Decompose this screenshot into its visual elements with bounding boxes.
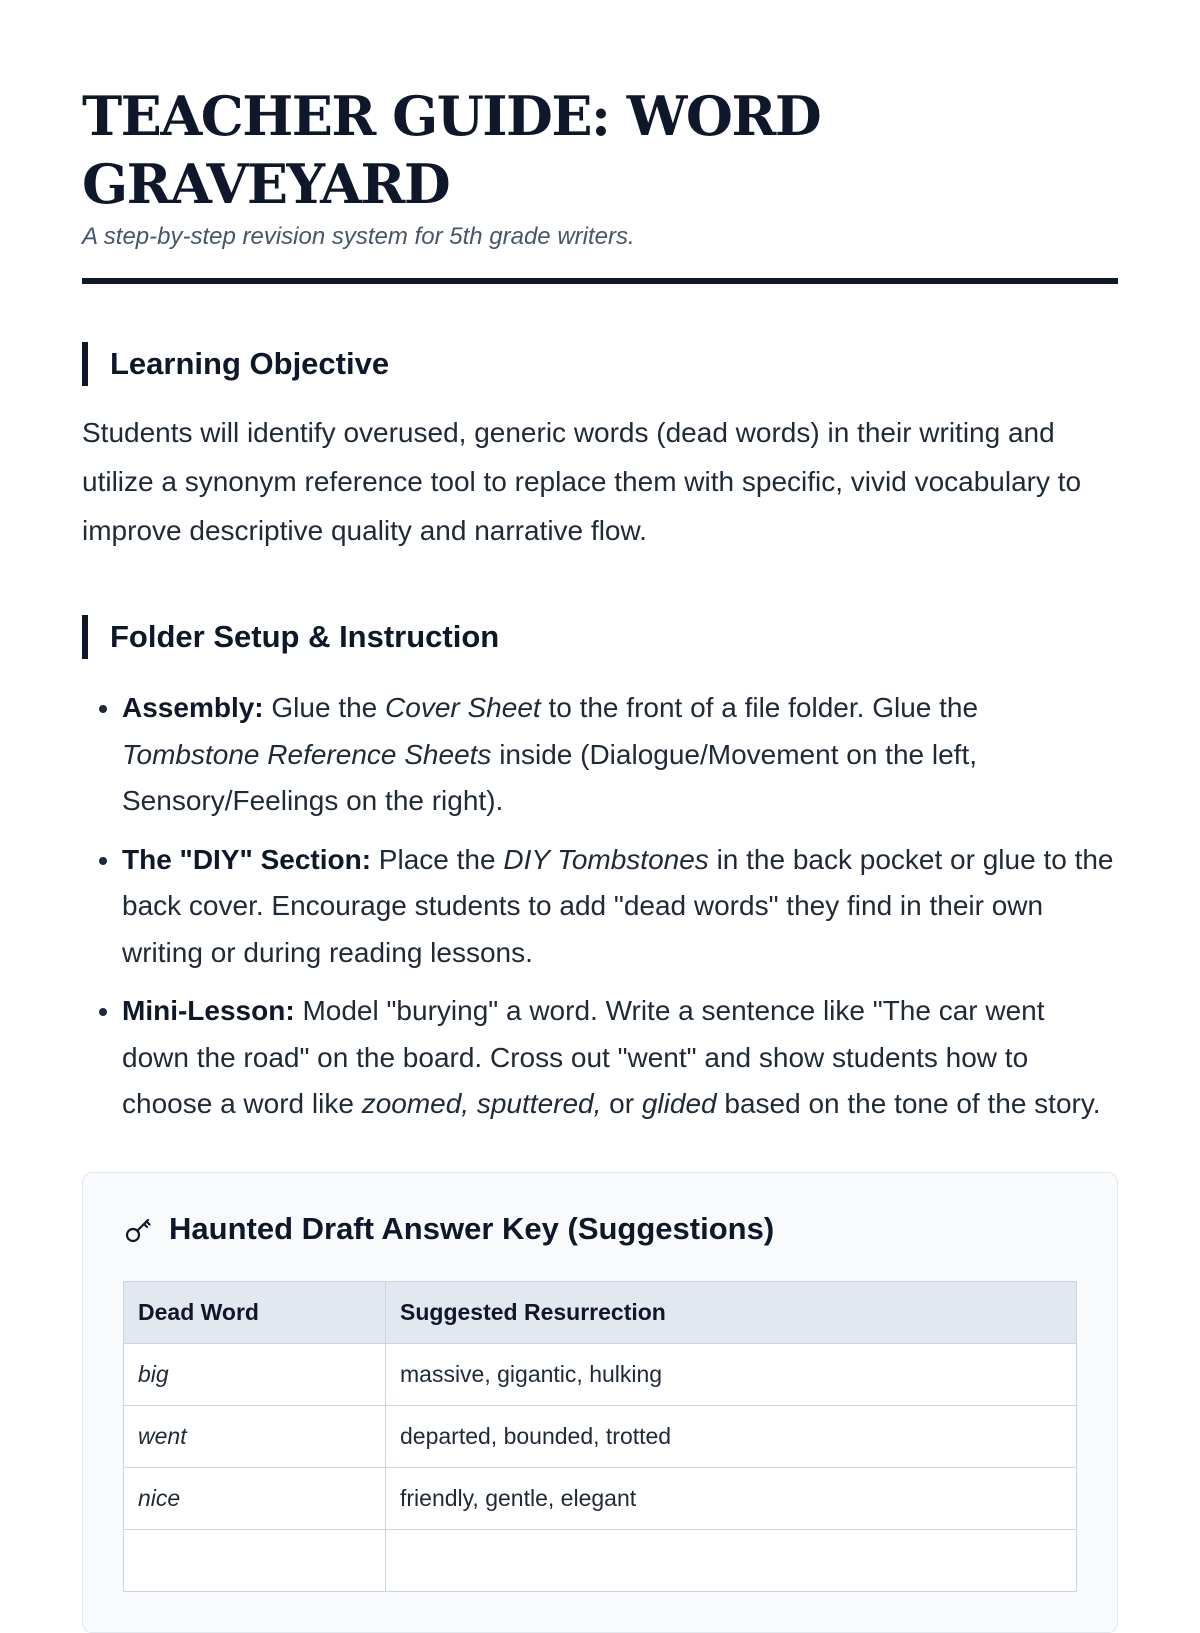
answer-key-title: Haunted Draft Answer Key (Suggestions) bbox=[169, 1210, 775, 1246]
page-title: TEACHER GUIDE: WORD GRAVEYARD bbox=[82, 84, 821, 216]
list-item-diy-section bbox=[122, 837, 1118, 977]
answer-key-panel bbox=[82, 1172, 1118, 1633]
table-header-row bbox=[124, 1281, 1077, 1343]
list-item-text: to the front of a file folder. Glue the bbox=[540, 692, 979, 723]
suggestion-cell: departed, bounded, trotted bbox=[386, 1405, 1077, 1467]
list-item-text: or bbox=[601, 1088, 642, 1119]
list-item-assembly bbox=[122, 685, 1118, 825]
table-row bbox=[124, 1343, 1077, 1405]
list-item-emphasis: Cover Sheet bbox=[385, 692, 541, 723]
answer-key-table bbox=[123, 1281, 1077, 1592]
list-item-text: in the back pocket or glue to the back cover. Encourage students to add "dead words" they find in their own writing or during reading lessons. bbox=[122, 843, 1114, 968]
column-header-dead-word: Dead Word bbox=[124, 1281, 386, 1343]
list-item-text: Model "burying" a word. Write a sentence like "The car went down the road" on the board. Cross out "went" and show students how to choose a word like bbox=[122, 995, 1045, 1119]
table-row bbox=[124, 1467, 1077, 1529]
suggestion-cell bbox=[386, 1529, 1077, 1591]
suggestion-cell: massive, gigantic, hulking bbox=[386, 1343, 1077, 1405]
objective-paragraph: Students will identify overused, generic words (dead words) in their writing and utilize a synonym reference tool to replace them with specific, vivid vocabulary to improve descriptive quality and narrative flow. bbox=[82, 417, 1082, 546]
table-row bbox=[124, 1529, 1077, 1591]
setup-steps-list bbox=[82, 685, 1118, 1128]
list-item-text: Glue the bbox=[263, 692, 386, 723]
list-item-emphasis: Tombstone Reference Sheets bbox=[122, 738, 492, 770]
suggestion-cell: friendly, gentle, elegant bbox=[386, 1467, 1077, 1529]
list-item-title: The "DIY" Section: bbox=[122, 843, 372, 875]
list-item-emphasis: zoomed, sputtered, bbox=[361, 1088, 602, 1119]
dead-word-cell: went bbox=[124, 1405, 386, 1467]
page-subtitle: A step-by-step revision system for 5th grade writers. bbox=[82, 223, 635, 250]
list-item-title: Mini-Lesson: bbox=[122, 995, 295, 1026]
key-icon bbox=[123, 1213, 155, 1245]
column-header-suggested-resurrection: Suggested Resurrection bbox=[386, 1281, 1077, 1343]
list-item-title: Assembly: bbox=[122, 692, 264, 723]
list-item-emphasis: DIY Tombstones bbox=[503, 843, 709, 875]
list-item-mini-lesson bbox=[122, 988, 1118, 1128]
dead-word-cell bbox=[124, 1529, 386, 1591]
answer-key-heading bbox=[123, 1211, 1077, 1247]
table-row bbox=[124, 1405, 1077, 1467]
list-item-text: inside (Dialogue/Movement on the left, Sensory/Feelings on the right). bbox=[122, 738, 978, 816]
section-heading-folder-setup: Folder Setup & Instruction bbox=[82, 615, 1118, 659]
list-item-text: Place the bbox=[371, 843, 504, 875]
list-item-emphasis: glided bbox=[641, 1088, 717, 1119]
list-item-text: based on the tone of the story. bbox=[716, 1088, 1101, 1119]
section-heading-objective: Learning Objective bbox=[82, 342, 1118, 386]
dead-word-cell: nice bbox=[124, 1467, 386, 1529]
dead-word-cell: big bbox=[124, 1343, 386, 1405]
title-divider bbox=[82, 278, 1118, 284]
